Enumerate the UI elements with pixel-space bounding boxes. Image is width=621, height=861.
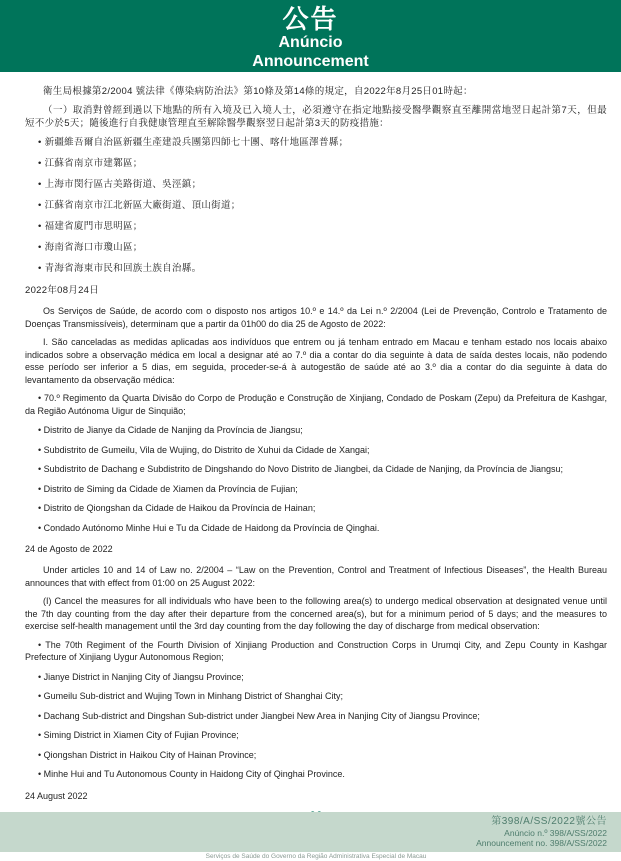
date-pt: 24 de Agosto de 2022	[25, 544, 113, 554]
list-item: • 海南省海口市瓊山區；	[25, 241, 607, 254]
header-banner	[0, 0, 621, 72]
paragraph-pt-legal-basis: Os Serviços de Saúde, de acordo com o disposto nos artigos 10.º e 14.º da Lei n.º 2/2004 (Lei de Prevenção, Controlo e Tratamento de Doenças Transmissíveis), determinam que a partir da 01h00 do dia 25 de Agosto de 2022:	[25, 306, 607, 329]
list-item: • Gumeilu Sub-district and Wujing Town in Minhang District of Shanghai City;	[25, 690, 607, 703]
list-item: • 江蘇省南京市江北新區大廠街道、頂山街道；	[25, 199, 607, 212]
list-item: • 青海省海東市民和回族土族自治縣。	[25, 262, 607, 275]
org-name-pt: Serviços de Saúde do Governo da Região Administrativa Especial de Macau	[205, 852, 427, 860]
reference-number-bar	[0, 812, 621, 852]
paragraph-zh-legal-basis: 衛生局根據第2/2004 號法律《傳染病防治法》第10條及第14條的規定，自2022年8月25日01時起：	[43, 86, 473, 97]
list-item: • Minhe Hui and Tu Autonomous County in Haidong City of Qinghai Province.	[25, 768, 607, 781]
paragraph-zh-measures: （一）取消對曾經到過以下地點的所有入境及已入境人士，必須遵守在指定地點接受醫學觀察直至離開當地翌日起計第7天，但最短不少於5天；隨後進行自我健康管理直至解除醫學觀察翌日起計第3天的防疫措施：	[25, 105, 607, 129]
list-item: • Condado Autónomo Minhe Hui e Tu da Cidade de Haidong da Província de Qinghai.	[25, 522, 607, 535]
bullet-list-en	[25, 639, 607, 781]
reference-number-pt: Anúncio n.º 398/A/SS/2022	[504, 828, 607, 838]
list-item: • Qiongshan District in Haikou City of Hainan Province;	[25, 749, 607, 762]
list-item: • 新疆維吾爾自治區新疆生產建設兵團第四師七十團、喀什地區澤普縣；	[25, 136, 607, 149]
bullet-list-zh	[25, 136, 607, 275]
list-item: • Subdistrito de Dachang e Subdistrito de Dingshando do Novo Distrito de Jiangbei, da Cidade de Nanjing, da Província de Jiangsu;	[25, 463, 607, 476]
bullet-list-pt	[25, 392, 607, 534]
list-item: • Distrito de Siming da Cidade de Xiamen da Província de Fujian;	[25, 483, 607, 496]
page-title-zh: 公告	[282, 4, 339, 34]
paragraph-en-measures: (I) Cancel the measures for all individuals who have been to the following area(s) to undergo medical observation at designated venue until the 7th day counting from the day after their departure from the concerned area(s), but for a minimum period of 5 days; and the measures to exercise self-health management until the 3rd day counting from the day following the day of discharge from medical observation:	[25, 596, 607, 631]
date-en: 24 August 2022	[25, 790, 88, 801]
list-item: • 江蘇省南京市建鄴區；	[25, 157, 607, 170]
section-chinese	[25, 85, 607, 297]
list-item: • Siming District in Xiamen City of Fujian Province;	[25, 729, 607, 742]
reference-number-en: Announcement no. 398/A/SS/2022	[476, 838, 607, 848]
date-zh: 2022年08月24日	[25, 285, 100, 296]
list-item: • Subdistrito de Gumeilu, Vila de Wujing, do Distrito de Xuhui da Cidade de Xangai;	[25, 444, 607, 457]
page-title-pt: Anúncio	[278, 34, 343, 51]
list-item: • 70.º Regimento da Quarta Divisão do Corpo de Produção e Construção de Xinjiang, Condado de Poskam (Zepu) da Prefeitura de Kashgar, da Região Autónoma Uigur de Sinquião;	[25, 392, 607, 417]
section-english	[25, 564, 607, 803]
reference-number-zh: 第398/A/SS/2022號公告	[491, 816, 607, 827]
paragraph-pt-measures: I. São canceladas as medidas aplicadas aos indivíduos que entrem ou já tenham entrado em Macau e tenham estado nos locais abaixo indicados sobre a observação médica em local a designar até ao 7.º dia a contar do dia seguinte à data de saída destes locais, não podendo esse período ser inferior a 5 dias, em seguida, proceder-se-á à autogestão de saúde até ao 3.º dia a contar do dia seguinte à data do levantamento da observação médica:	[25, 337, 607, 385]
list-item: • 上海市閔行區古美路街道、吳涇鎮；	[25, 178, 607, 191]
section-portuguese	[25, 305, 607, 556]
list-item: • Dachang Sub-district and Dingshan Sub-district under Jiangbei New Area in Nanjing City of Jiangsu Province;	[25, 710, 607, 723]
list-item: • Distrito de Jianye da Cidade de Nanjing da Província de Jiangsu;	[25, 424, 607, 437]
list-item: • Jianye District in Nanjing City of Jiangsu Province;	[25, 671, 607, 684]
list-item: • Distrito de Qiongshan da Cidade de Haikou da Província de Hainan;	[25, 502, 607, 515]
list-item: • 福建省廈門市思明區；	[25, 220, 607, 233]
paragraph-en-legal-basis: Under articles 10 and 14 of Law no. 2/2004 – “Law on the Prevention, Control and Treatment of Infectious Diseases”, the Health Bureau announces that with effect from 01:00 on 25 August 2022:	[25, 565, 607, 588]
document-body	[0, 72, 621, 861]
page-title-en: Announcement	[252, 53, 369, 70]
list-item: • The 70th Regiment of the Fourth Division of Xinjiang Production and Construction Corps in Urumqi City, and Zepu County in Kashgar Prefecture of Xinjiang Uygur Autonomous Region;	[25, 639, 607, 664]
